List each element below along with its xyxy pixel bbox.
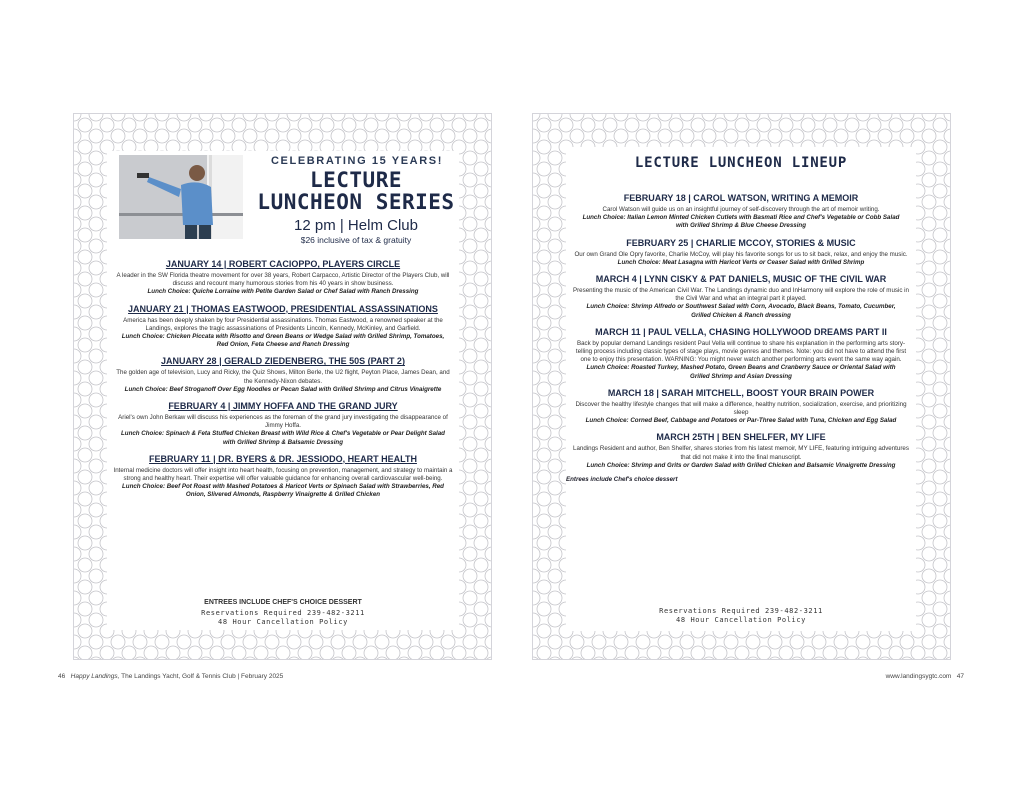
event-lunch-choice: Lunch Choice: Meat Lasagna with Haricot Verts or Ceaser Salad with Grilled Shrimp [617, 258, 865, 266]
event-heading: MARCH 18 | SARAH MITCHELL, BOOST YOUR BRAIN POWER [607, 387, 875, 398]
club-name: The Landings Yacht, Golf & Tennis Club [121, 673, 236, 680]
dessert-note: Entrees include Chef's choice dessert [566, 476, 678, 484]
event-item [566, 238, 916, 267]
event-description: Our own Grand Ole Opry favorite, Charlie McCoy, will play his favorite songs for us to sit back, relax, and enjoy the music. [574, 250, 908, 258]
left-page-footer [58, 673, 283, 680]
price: $26 inclusive of tax & gratuity [300, 235, 412, 245]
cancellation-policy: 48 Hour Cancellation Policy [676, 616, 806, 624]
event-lunch-choice: Lunch Choice: Beef Stroganoff Over Egg Noodles or Pecan Salad with Grilled Shrimp and Citrus Vinaigrette [124, 385, 442, 393]
event-lunch-choice: Lunch Choice: Italian Lemon Minted Chicken Cutlets with Basmati Rice and Chef's Vegetable or Cobb Salad with Grilled Shrimp & Blue Cheese Dressing [582, 214, 900, 230]
event-description: A leader in the SW Florida theatre movement for over 38 years, Robert Carpacco, Artistic Director of the Players Club, will discuss and recount many humorous stories from his 40 years in show business. [116, 272, 450, 288]
right-page-footer [886, 673, 964, 680]
left-page [73, 113, 492, 660]
event-heading: JANUARY 14 | ROBERT CACIOPPO, PLAYERS CIRCLE [165, 259, 401, 269]
event-item [566, 327, 916, 381]
event-item [566, 432, 916, 470]
event-item [107, 356, 459, 394]
event-item [107, 259, 459, 297]
event-description: Landings Resident and author, Ben Shelfer, shares stories from his latest memoir, MY LIFE, featuring intriguing adventures that did not make it into the final manuscript. [573, 445, 909, 461]
event-description: Internal medicine doctors will offer insight into heart health, focusing on prevention, management, and strategy to maintain a strong and healthy heart. Their expertise will offer valuable guidance for enhancing overall cardiovascular well-being. [113, 466, 453, 483]
event-lunch-choice: Lunch Choice: Shrimp and Grits or Garden Salad with Grilled Chicken and Balsamic Vinaigrette Dressing [586, 461, 896, 469]
page-number: 47 [956, 673, 964, 680]
event-description: Discover the healthy lifestyle changes that will make a difference, healthy nutrition, socialization, exercise, and prioritizing sleep [575, 400, 907, 417]
time-venue: 12 pm | Helm Club [294, 217, 418, 234]
event-heading: MARCH 25TH | BEN SHELFER, MY LIFE [656, 432, 826, 443]
event-lunch-choice: Lunch Choice: Spinach & Feta Stuffed Chicken Breast with Wild Rice & Chef's Vegetable or Pear Delight Salad with Grilled Shrimp & Balsamic Dressing [121, 430, 445, 446]
event-item [566, 388, 916, 426]
event-item [107, 304, 459, 350]
dessert-note: ENTREES INCLUDE CHEF'S CHOICE DESSERT [204, 599, 362, 606]
event-heading: JANUARY 28 | GERALD ZIEDENBERG, THE 50S (PART 2) [161, 356, 405, 367]
series-title [247, 169, 459, 213]
anniversary-tagline: CELEBRATING 15 YEARS! [271, 155, 443, 167]
content-card [107, 151, 459, 630]
website-link[interactable]: www.landingsygtc.com [885, 673, 952, 680]
right-page [532, 113, 951, 660]
event-lunch-choice: Lunch Choice: Beef Pot Roast with Mashed Potatoes & Haricot Verts or Spinach Salad with Strawberries, Red Onion, Slivered Almonds, Raspberry Vinaigrette & Grilled Chicken [122, 483, 444, 499]
event-heading: FEBRUARY 4 | JIMMY HOFFA AND THE GRAND JURY [168, 401, 398, 412]
event-lunch-choice: Lunch Choice: Corned Beef, Cabbage and Potatoes or Par-Three Salad with Tuna, Chicken and Egg Salad [585, 417, 897, 425]
reservation-footer [107, 599, 459, 627]
event-heading: FEBRUARY 18 | CAROL WATSON, WRITING A MEMOIR [623, 193, 859, 203]
event-heading: MARCH 4 | LYNN CISKY & PAT DANIELS, MUSIC OF THE CIVIL WAR [595, 274, 887, 285]
event-list [566, 193, 916, 483]
publication-name: Happy Landings, [70, 673, 120, 680]
event-lunch-choice: Lunch Choice: Chicken Piccata with Risotto and Green Beans or Wedge Salad with Grilled Shrimp, Tomatoes, Red Onion, Feta Cheese and Ranch Dressing [121, 333, 445, 349]
event-description: Ariel's own John Berkaw will discuss his experiences as the foreman of the grand jury investigating the disappearance of Jimmy Hoffa. [118, 414, 448, 430]
event-description: Presenting the music of the American Civil War. The Landings dynamic duo and InHarmony will explore the role of music in the Civil War and what an integral part it played. [572, 287, 909, 303]
event-lunch-choice: Lunch Choice: Roasted Turkey, Mashed Potato, Green Beans and Cranberry Sauce or Oriental Salad with Grilled Shrimp and Asian Dressing [586, 364, 896, 380]
event-description: America has been deeply shaken by four Presidential assassinations. Thomas Eastwood, a renowned speaker at the Landings, explores the tragic assassinations of Presidents Lincoln, Kennedy, McKinley, and Garfield. [123, 316, 443, 332]
event-description: Back by popular demand Landings resident Paul Vella will continue to share his explanation in the performing arts story-telling process including classic types of stage plays, movie genres and themes. Note: you did not have to attend the first one to enjoy this presentation. WARNING: You might never watch another performing arts event the same way again. [575, 339, 907, 364]
cancellation-policy: 48 Hour Cancellation Policy [218, 618, 348, 626]
event-heading: FEBRUARY 25 | CHARLIE MCCOY, STORIES & MUSIC [626, 237, 856, 248]
event-heading: JANUARY 21 | THOMAS EASTWOOD, PRESIDENTIAL ASSASSINATIONS [128, 303, 438, 314]
event-item [566, 193, 916, 231]
speaker-photo [119, 155, 243, 239]
reservations-phone: Reservations Required 239-482-3211 [201, 609, 365, 617]
series-title-line1: LECTURE [309, 168, 402, 192]
event-list [107, 259, 459, 507]
content-card [566, 147, 916, 631]
page-number: 46 [58, 673, 66, 680]
event-description: Carol Watson will guide us on an insightful journey of self-discovery through the art of memoir writing. [602, 206, 880, 213]
series-title-line2: LUNCHEON SERIES [257, 190, 455, 214]
event-heading: FEBRUARY 11 | DR. BYERS & DR. JESSIODO, HEART HEALTH [149, 453, 417, 464]
event-lunch-choice: Lunch Choice: Quiche Lorraine with Petite Garden Salad or Chef Salad with Ranch Dressing [147, 288, 419, 296]
reservations-phone: Reservations Required 239-482-3211 [659, 607, 823, 615]
event-item [566, 274, 916, 320]
event-item [107, 401, 459, 447]
reservation-footer [566, 607, 916, 625]
event-item [107, 454, 459, 500]
issue-date: | February 2025 [237, 673, 284, 680]
event-lunch-choice: Lunch Choice: Shrimp Alfredo or Southwest Salad with Corn, Avocado, Black Beans, Tomato, Cucumber, Grilled Chicken & Ranch dressing [586, 303, 896, 319]
event-heading: MARCH 11 | PAUL VELLA, CHASING HOLLYWOOD DREAMS PART II [595, 326, 887, 337]
lineup-title: LECTURE LUNCHEON LINEUP [634, 155, 848, 171]
event-description: The golden age of television, Lucy and Ricky, the Quiz Shows, Milton Berle, the U2 flight, Peyton Place, James Dean, and the Kennedy-Nixon debates. [116, 369, 450, 385]
